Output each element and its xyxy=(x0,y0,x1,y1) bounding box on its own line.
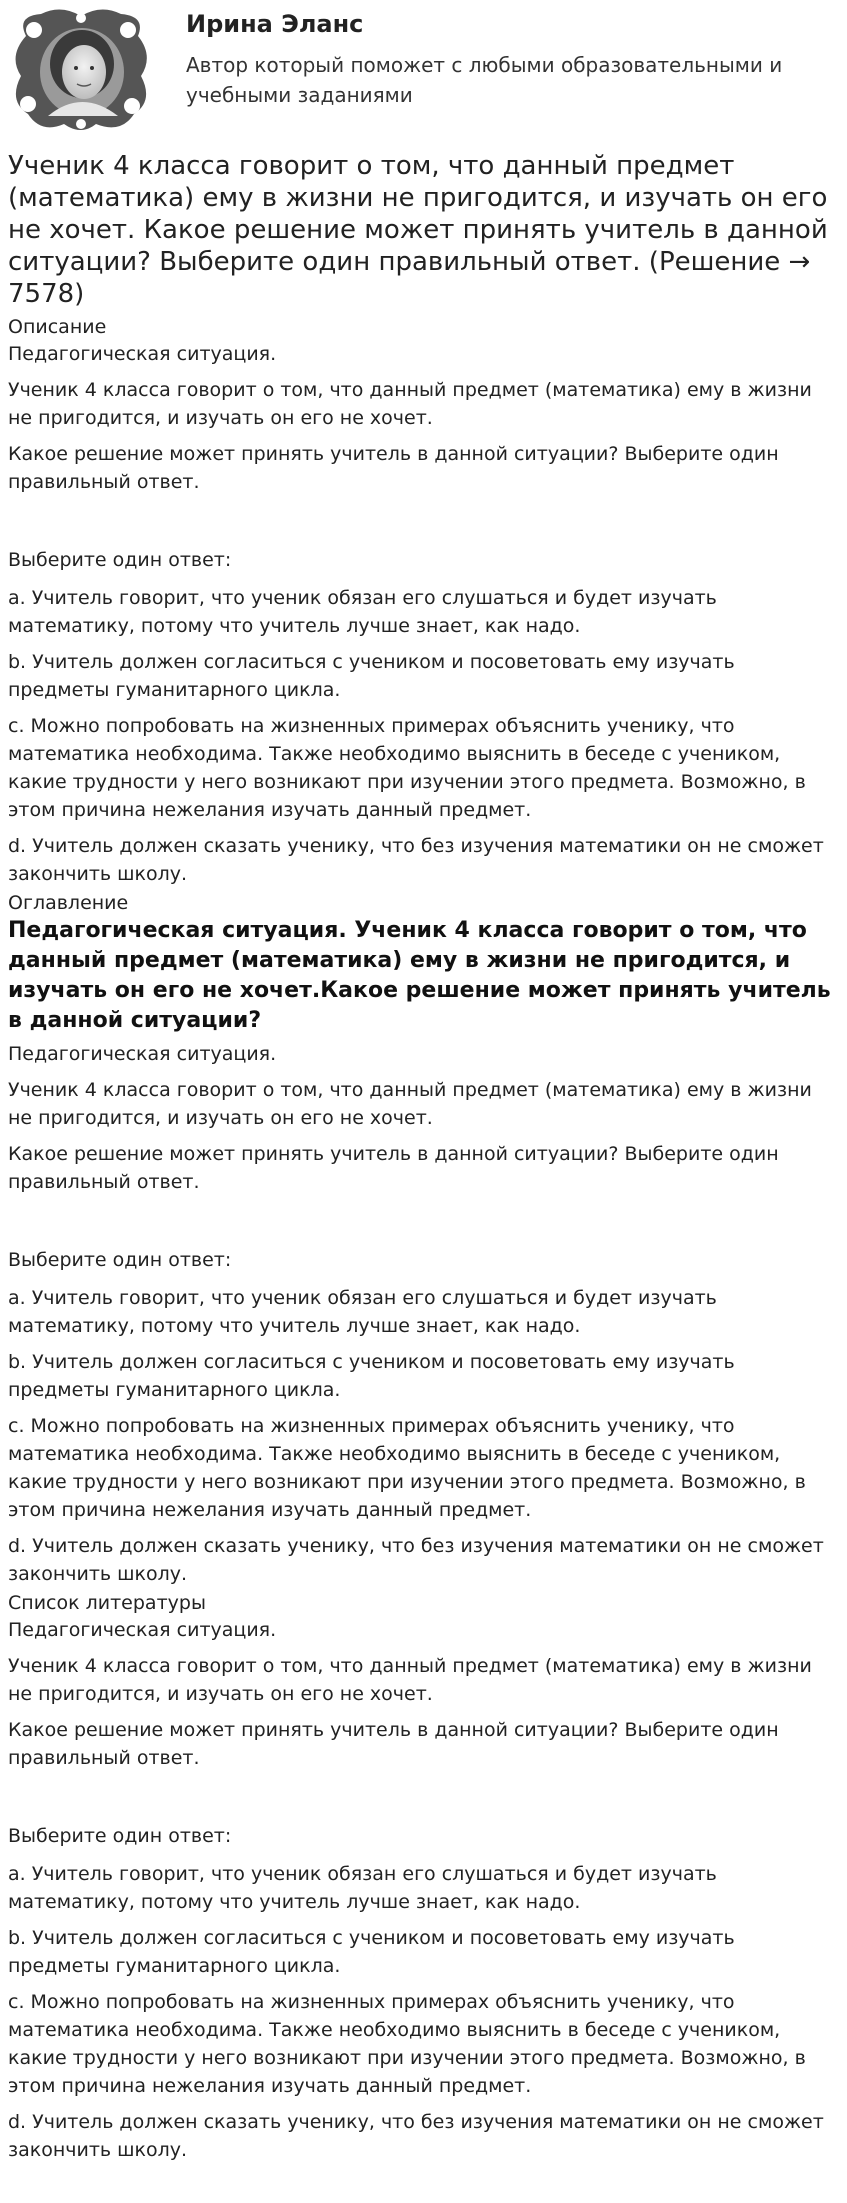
lit-option-d: d. Учитель должен сказать ученику, что без изучения математики он не сможет закончить школу. xyxy=(8,2111,824,2161)
option-b: b. Учитель должен согласиться с учеником и посоветовать ему изучать предметы гуманитарного цикла. xyxy=(8,651,735,701)
toc-task-situation: Педагогическая ситуация. xyxy=(8,1043,277,1065)
lit-option-a: a. Учитель говорит, что ученик обязан его слушаться и будет изучать математику, потому что учитель лучше знает, как надо. xyxy=(8,1863,717,1913)
toc-task-choose: Выберите один ответ: xyxy=(8,1249,232,1271)
option-d: d. Учитель должен сказать ученику, что без изучения математики он не сможет закончить школу. xyxy=(8,835,824,885)
toc-option-d: d. Учитель должен сказать ученику, что без изучения математики он не сможет закончить школу. xyxy=(8,1535,824,1585)
section-literature-label: Список литературы xyxy=(8,1592,206,1614)
section-toc-label: Оглавление xyxy=(8,892,129,914)
toc-task-question: Какое решение может принять учитель в данной ситуации? Выберите один правильный ответ. xyxy=(8,1143,779,1193)
toc-option-b: b. Учитель должен согласиться с учеником и посоветовать ему изучать предметы гуманитарного цикла. xyxy=(8,1351,735,1401)
task-situation: Педагогическая ситуация. xyxy=(8,343,277,365)
author-avatar xyxy=(6,6,156,134)
author-name[interactable]: Ирина Эланс xyxy=(186,10,364,38)
toc-task-statement: Ученик 4 класса говорит о том, что данный предмет (математика) ему в жизни не пригодится, и изучать он его не хочет. xyxy=(8,1079,812,1129)
section-description-label: Описание xyxy=(8,316,107,338)
toc-option-c: c. Можно попробовать на жизненных примерах объяснить ученику, что математика необходима. Также необходимо выяснить в беседе с учеником, какие трудности у него возникают при изучении этого предмета. Возможно, в этом причина нежелания изучать данный предмет. xyxy=(8,1415,806,1521)
toc-title: Педагогическая ситуация. Ученик 4 класса говорит о том, что данный предмет (математика) ему в жизни не пригодится, и изучать он его не хочет.Какое решение может принять учитель в данной ситуации? xyxy=(8,918,831,1033)
author-card xyxy=(0,0,847,140)
lit-task-situation: Педагогическая ситуация. xyxy=(8,1619,277,1641)
lit-task-choose: Выберите один ответ: xyxy=(8,1825,232,1847)
task-choose: Выберите один ответ: xyxy=(8,549,232,571)
option-c: c. Можно попробовать на жизненных примерах объяснить ученику, что математика необходима. Также необходимо выяснить в беседе с учеником, какие трудности у него возникают при изучении этого предмета. Возможно, в этом причина нежелания изучать данный предмет. xyxy=(8,715,806,821)
task-statement: Ученик 4 класса говорит о том, что данный предмет (математика) ему в жизни не пригодится, и изучать он его не хочет. xyxy=(8,379,812,429)
toc-option-a: a. Учитель говорит, что ученик обязан его слушаться и будет изучать математику, потому что учитель лучше знает, как надо. xyxy=(8,1287,717,1337)
option-a: a. Учитель говорит, что ученик обязан его слушаться и будет изучать математику, потому что учитель лучше знает, как надо. xyxy=(8,587,717,637)
author-description: Автор который поможет с любыми образовательными и учебными заданиями xyxy=(186,53,783,107)
task-question: Какое решение может принять учитель в данной ситуации? Выберите один правильный ответ. xyxy=(8,443,779,493)
lit-option-c: c. Можно попробовать на жизненных примерах объяснить ученику, что математика необходима. Также необходимо выяснить в беседе с учеником, какие трудности у него возникают при изучении этого предмета. Возможно, в этом причина нежелания изучать данный предмет. xyxy=(8,1991,806,2097)
content xyxy=(8,144,840,2164)
lit-option-b: b. Учитель должен согласиться с учеником и посоветовать ему изучать предметы гуманитарного цикла. xyxy=(8,1927,735,1977)
question-title: Ученик 4 класса говорит о том, что данный предмет (математика) ему в жизни не пригодится, и изучать он его не хочет. Какое решение может принять учитель в данной ситуации? Выберите один правильный ответ. (Решение → 7578) xyxy=(8,151,828,309)
lit-task-question: Какое решение может принять учитель в данной ситуации? Выберите один правильный ответ. xyxy=(8,1719,779,1769)
lit-task-statement: Ученик 4 класса говорит о том, что данный предмет (математика) ему в жизни не пригодится, и изучать он его не хочет. xyxy=(8,1655,812,1705)
